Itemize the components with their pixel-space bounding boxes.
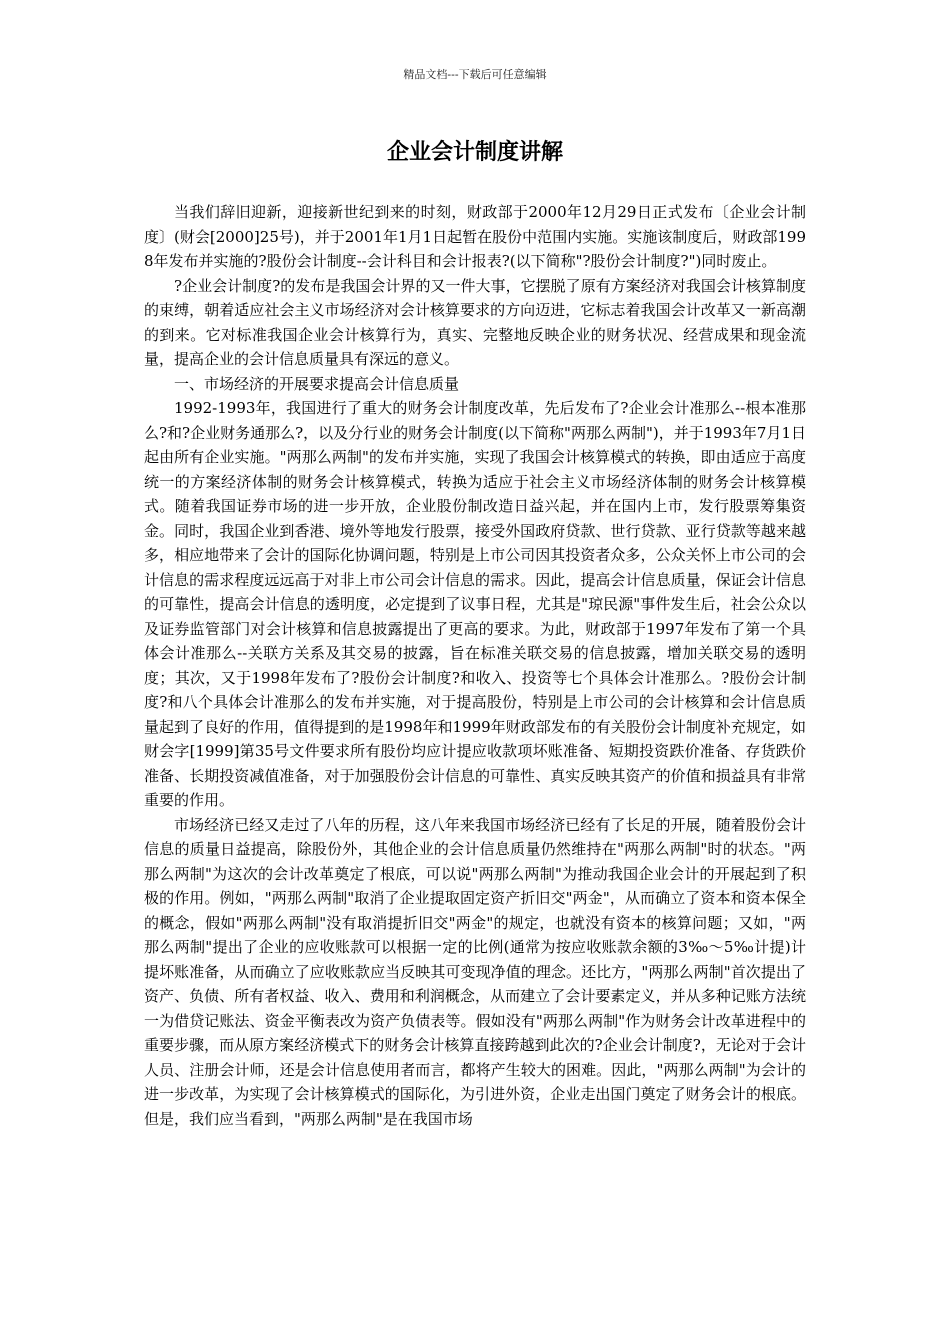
document-body — [144, 200, 806, 1131]
running-header: 精品文档---下载后可任意编辑 — [403, 68, 547, 81]
paragraph-intro: 当我们辞旧迎新，迎接新世纪到来的时刻，财政部于2000年12月29日正式发布〔企业会计制度〕(财会[2000]25号)，并于2001年1月1日起暂在股份中范围内实施。实施该制度后，财政部1998年发布并实施的?股份会计制度--会计科目和会计报表?(以下简称"?股份会计制度?")同时废止。 — [144, 203, 806, 270]
paragraph-market-economy: 市场经济已经又走过了八年的历程，这八年来我国市场经济已经有了长足的开展，随着股份会计信息的质量日益提高，除股份外，其他企业的会计信息质量仍然维持在"两那么两制"时的状态。"两那么两制"为这次的会计改革奠定了根底，可以说"两那么两制"为推动我国企业会计的开展起到了积极的作用。例如，"两那么两制"取消了企业提取固定资产折旧交"两金"，从而确立了资本和资本保全的概念，假如"两那么两制"没有取消提折旧交"两金"的规定，也就没有资本的核算问题；又如，"两那么两制"提出了企业的应收账款可以根据一定的比例(通常为按应收账款余额的3‰～5‰计提)计提坏账准备，从而确立了应收账款应当反映其可变现净值的理念。还比方，"两那么两制"首次提出了资产、负债、所有者权益、收入、费用和利润概念，从而建立了会计要素定义，并从多种记账方法统一为借贷记账法、资金平衡表改为资产负债表等。假如没有"两那么两制"作为财务会计改革进程中的重要步骤，而从原方案经济模式下的财务会计核算直接跨越到此次的?企业会计制度?，无论对于会计人员、注册会计师，还是会计信息使用者而言，都将产生较大的困难。因此，"两那么两制"为会计的进一步改革，为实现了会计核算模式的国际化，为引进外资，企业走出国门奠定了财务会计的根底。但是，我们应当看到，"两那么两制"是在我国市场 — [144, 815, 806, 1128]
document-title: 企业会计制度讲解 — [386, 139, 563, 165]
paragraph-significance: ?企业会计制度?的发布是我国会计界的又一件大事，它摆脱了原有方案经济对我国会计核算制度的束缚，朝着适应社会主义市场经济对会计核算要求的方向迈进，它标志着我国会计改革又一新高潮的到来。它对标准我国企业会计核算行为，真实、完整地反映企业的财务状况、经营成果和现金流量，提高企业的会计信息质量具有深远的意义。 — [144, 276, 806, 368]
section-heading: 一、市场经济的开展要求提高会计信息质量 — [174, 374, 460, 393]
paragraph-reform-history: 1992-1993年，我国进行了重大的财务会计制度改革，先后发布了?企业会计准那么--根本准那么?和?企业财务通那么?，以及分行业的财务会计制度(以下简称"两那么两制")，并于1993年7月1日起由所有企业实施。"两那么两制"的发布并实施，实现了我国会计核算模式的转换，即由适应于高度统一的方案经济体制的财务会计核算模式，转换为适应于社会主义市场经济体制的财务会计核算模式。随着我国证券市场的进一步开放，企业股份制改造日益兴起，并在国内上市，发行股票筹集资金。同时，我国企业到香港、境外等地发行股票，接受外国政府贷款、世行贷款、亚行贷款等越来越多，相应地带来了会计的国际化协调问题，特别是上市公司因其投资者众多，公众关怀上市公司的会计信息的需求程度远远高于对非上市公司会计信息的需求。因此，提高会计信息质量，保证会计信息的可靠性，提高会计信息的透明度，必定提到了议事日程，尤其是"琼民源"事件发生后，社会公众以及证券监管部门对会计核算和信息披露提出了更高的要求。为此，财政部于1997年发布了第一个具体会计准那么--关联方关系及其交易的披露，旨在标准关联交易的信息披露，增加关联交易的透明度；其次，又于1998年发布了?股份会计制度?和收入、投资等七个具体会计准那么。?股份会计制度?和八个具体会计准那么的发布并实施，对于提高股份，特别是上市公司的会计核算和会计信息质量起到了良好的作用，值得提到的是1998年和1999年财政部发布的有关股份会计制度补充规定，如财会字[1999]第35号文件要求所有股份均应计提应收款项坏账准备、短期投资跌价准备、存货跌价准备、长期投资减值准备，对于加强股份会计信息的可靠性、真实反映其资产的价值和损益具有非常重要的作用。 — [144, 399, 806, 809]
